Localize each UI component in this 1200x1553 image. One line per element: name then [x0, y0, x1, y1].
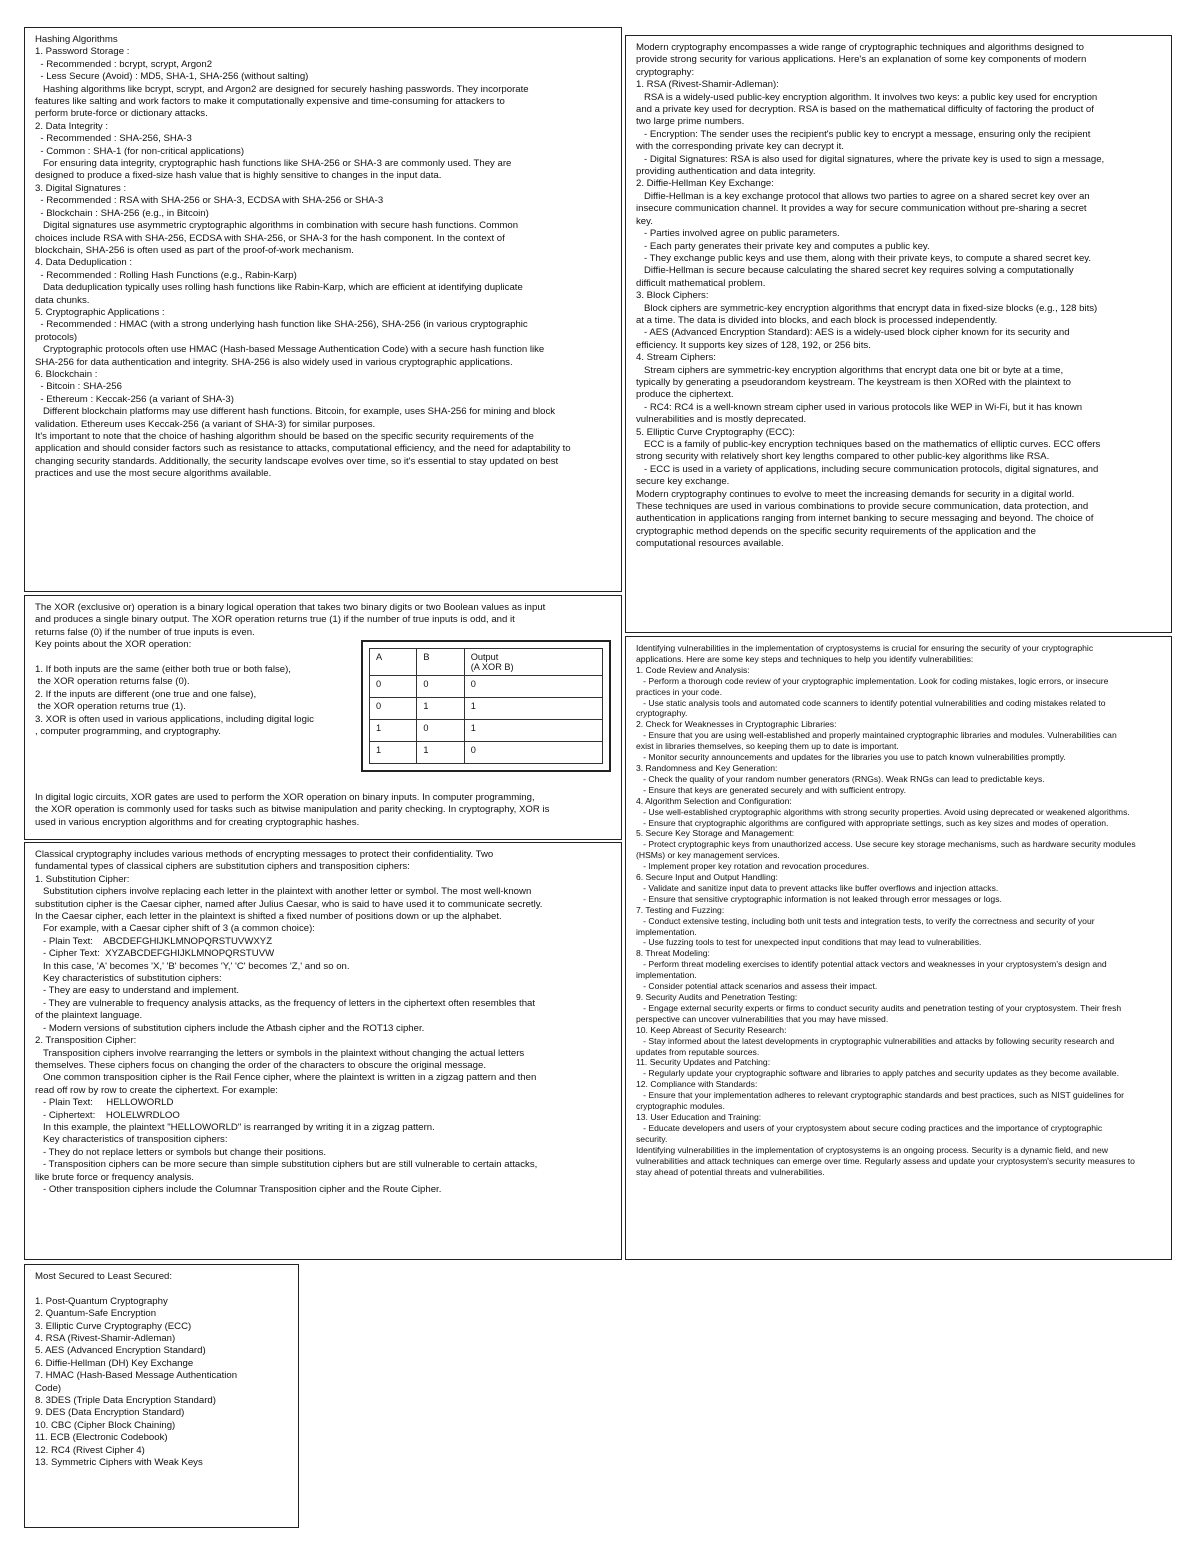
- text-line: - Recommended : HMAC (with a strong underlying hash function like SHA-256), SHA-256 (in various cryptographic: [35, 319, 528, 331]
- hashing-text: [35, 34, 611, 481]
- text-line: - Monitor security announcements and updates for the libraries you use to patch known vulnerabilities promptly.: [636, 752, 1066, 763]
- text-line: designed to produce a fixed-size hash value that is highly sensitive to changes in the input data.: [35, 170, 442, 182]
- text-line: 4. Data Deduplication :: [35, 257, 133, 269]
- text-line: Diffie-Hellman is secure because calculating the shared secret key requires solving a computationally: [636, 265, 1074, 277]
- text-line: Most Secured to Least Secured:: [35, 1271, 173, 1282]
- vulnerabilities-section: [625, 636, 1172, 1260]
- text-line: RSA is a widely-used public-key encryption algorithm. It involves two keys: a public key used for encryption: [636, 91, 1098, 103]
- text-line: secure key exchange.: [636, 476, 730, 488]
- text-line: Key points about the XOR operation:: [35, 639, 192, 651]
- text-line: and a private key used for decryption. RSA is based on the mathematical difficulty of factoring the product of: [636, 104, 1094, 116]
- text-line: Code): [35, 1382, 62, 1394]
- text-line: applications. Here are some key steps and techniques to help you identify vulnerabilities:: [636, 653, 974, 664]
- text-line: typically by generating a pseudorandom keystream. The keystream is then XORed with the plaintext to: [636, 376, 1071, 388]
- text-line: - Ensure that cryptographic algorithms are configured with appropriate settings, such as key sizes and modes of operation.: [636, 817, 1109, 828]
- text-line: returns false (0) if the number of true inputs is even.: [35, 626, 255, 638]
- xor-table-cell: 1: [417, 742, 464, 764]
- text-line: efficiency. It supports key sizes of 128, 192, or 256 bits.: [636, 339, 871, 351]
- text-line: - Consider potential attack scenarios and assess their impact.: [636, 981, 878, 992]
- text-line: [35, 1283, 288, 1295]
- xor-intro: [35, 602, 610, 627]
- text-line: Hashing Algorithms: [35, 34, 118, 45]
- text-line: substitution cipher is the Caesar cipher, named after Julius Caesar, who is said to have used it to communicate secretly.: [35, 898, 543, 910]
- text-line: cryptography:: [636, 66, 695, 78]
- text-line: - Stay informed about the latest developments in cryptographic vulnerabilities and attacks by following security research and: [636, 1035, 1115, 1046]
- text-line: - Less Secure (Avoid) : MD5, SHA-1, SHA-256 (without salting): [35, 71, 309, 83]
- text-line: Digital signatures use asymmetric cryptographic algorithms in combination with secure hash functions. Common: [35, 220, 519, 232]
- text-line: In this case, 'A' becomes 'X,' 'B' becomes 'Y,' 'C' becomes 'Z,' and so on.: [35, 960, 350, 972]
- text-line: used in various encryption algorithms and for creating cryptographic hashes.: [35, 816, 360, 828]
- text-line: 4. RSA (Rivest-Shamir-Adleman): [35, 1333, 176, 1345]
- text-line: - Educate developers and users of your cryptosystem about secure coding practices and the importance of cryptographic: [636, 1122, 1103, 1133]
- text-line: 6. Secure Input and Output Handling:: [636, 872, 778, 883]
- text-line: themselves. These ciphers focus on changing the order of the characters to obscure the original message.: [35, 1059, 486, 1071]
- text-line: validation. Ethereum uses Keccak-256 (a variant of SHA-3) for similar purposes.: [35, 418, 376, 430]
- text-line: 12. Compliance with Standards:: [636, 1079, 758, 1090]
- xor-table-cell: 0: [370, 676, 417, 698]
- text-line: providing authentication and data integrity.: [636, 166, 816, 178]
- text-line: 2. If the inputs are different (one true and one false),: [35, 688, 257, 700]
- text-line: - They are vulnerable to frequency analysis attacks, as the frequency of letters in the ciphertext often resembles that: [35, 997, 536, 1009]
- text-line: 5. Cryptographic Applications :: [35, 306, 165, 318]
- text-line: - Plain Text: ABCDEFGHIJKLMNOPQRSTUVWXYZ: [35, 935, 273, 947]
- xor-table-cell: 1: [370, 720, 417, 742]
- text-line: - Recommended : bcrypt, scrypt, Argon2: [35, 58, 213, 70]
- text-line: - Ensure that keys are generated securely and with sufficient entropy.: [636, 784, 907, 795]
- xor-table-cell: 1: [464, 698, 602, 720]
- text-line: vulnerabilities and attack techniques can emerge over time. Regularly assess and update your cryptosystem's security measures to: [636, 1155, 1135, 1166]
- text-line: 2. Transposition Cipher:: [35, 1035, 137, 1047]
- text-line: - Each party generates their private key and computes a public key.: [636, 240, 930, 252]
- text-line: 2. Diffie-Hellman Key Exchange:: [636, 178, 774, 190]
- text-line: at a time. The data is divided into blocks, and each block is processed independently.: [636, 314, 998, 326]
- text-line: - Implement proper key rotation and revocation procedures.: [636, 861, 870, 872]
- text-line: application and should consider factors such as resistance to attacks, computational efficiency, and the need for adaptability to: [35, 443, 571, 455]
- text-line: , computer programming, and cryptography.: [35, 726, 221, 738]
- xor-table-cell: 1: [464, 720, 602, 742]
- text-line: protocols): [35, 331, 78, 343]
- text-line: the XOR operation is commonly used for tasks such as bitwise manipulation and parity checking. In cryptography, XOR is: [35, 804, 550, 816]
- text-line: SHA-256 for data authentication and integrity. SHA-256 is also widely used in various cryptographic applications.: [35, 356, 513, 368]
- text-line: 9. Security Audits and Penetration Testing:: [636, 992, 798, 1002]
- text-line: 11. ECB (Electronic Codebook): [35, 1432, 168, 1444]
- security-ranking-section: [24, 1264, 299, 1528]
- text-line: Diffie-Hellman is a key exchange protocol that allows two parties to agree on a shared secret key over an: [636, 190, 1090, 202]
- xor-table-cell: 0: [464, 676, 602, 698]
- text-line: 1. Password Storage :: [35, 46, 130, 58]
- text-line: Stream ciphers are symmetric-key encryption algorithms that encrypt data one bit or byte at a time,: [636, 364, 1064, 376]
- xor-table-cell: 1: [370, 742, 417, 764]
- classical-text: [35, 849, 611, 1196]
- text-line: 3. Randomness and Key Generation:: [636, 762, 778, 773]
- text-line: 1. Code Review and Analysis:: [636, 664, 750, 675]
- text-line: - Plain Text: HELLOWORLD: [35, 1097, 174, 1109]
- text-line: cryptographic method depends on the specific security requirements of the application and the: [636, 525, 1036, 537]
- text-line: 1. Substitution Cipher:: [35, 873, 130, 885]
- xor-key-points: [35, 627, 355, 739]
- text-line: - They exchange public keys and use them, along with their private keys, to compute a shared secret key.: [636, 252, 1092, 264]
- text-line: - Protect cryptographic keys from unauthorized access. Use secure key storage mechanisms, such as hardware security modules: [636, 839, 1136, 850]
- text-line: 3. Elliptic Curve Cryptography (ECC): [35, 1320, 192, 1332]
- text-line: 1. RSA (Rivest-Shamir-Adleman):: [636, 79, 779, 91]
- text-line: - Ethereum : Keccak-256 (a variant of SHA-3): [35, 393, 234, 405]
- text-line: Classical cryptography includes various methods of encrypting messages to protect their confidentiality. Two: [35, 849, 494, 860]
- text-line: ECC is a family of public-key encryption techniques based on the mathematics of elliptic curves. ECC offers: [636, 439, 1101, 450]
- text-line: - Digital Signatures: RSA is also used for digital signatures, where the private key is used to sign a message,: [636, 153, 1105, 165]
- text-line: implementation.: [636, 926, 697, 937]
- text-line: 7. Testing and Fuzzing:: [636, 904, 725, 915]
- text-line: authentication in applications ranging from internet banking to secure messaging and beyond. The choice of: [636, 513, 1094, 525]
- text-line: - Engage external security experts or firms to conduct security audits and penetration testing of your cryptosystem. Their fresh: [636, 1002, 1122, 1013]
- text-line: blockchain, SHA-256 is often used as part of the proof-of-work mechanism.: [35, 244, 354, 256]
- text-line: the XOR operation returns false (0).: [35, 676, 190, 688]
- text-line: Modern cryptography encompasses a wide range of cryptographic techniques and algorithms designed to: [636, 42, 1084, 53]
- text-line: 3. XOR is often used in various applications, including digital logic: [35, 713, 314, 725]
- xor-table-cell: 0: [417, 676, 464, 698]
- text-line: - They do not replace letters or symbols but change their positions.: [35, 1146, 326, 1158]
- text-line: 8. 3DES (Triple Data Encryption Standard): [35, 1395, 216, 1407]
- classical-cryptography-section: [24, 842, 622, 1260]
- text-line: Identifying vulnerabilities in the implementation of cryptosystems is crucial for ensuring the security of your cryptographic: [636, 643, 1094, 653]
- modern-text: [636, 42, 1161, 551]
- text-line: exist in libraries themselves, so keeping them up to date is important.: [636, 741, 899, 752]
- text-line: Hashing algorithms like bcrypt, scrypt, and Argon2 are designed for securely hashing passwords. They incorporate: [35, 83, 529, 95]
- text-line: of the plaintext language.: [35, 1010, 143, 1022]
- xor-column-header: A: [370, 649, 417, 676]
- text-line: read off row by row to create the ciphertext. For example:: [35, 1084, 278, 1096]
- text-line: - Other transposition ciphers include the Columnar Transposition cipher and the Route Cipher.: [35, 1183, 442, 1195]
- text-line: changing security standards. Additionally, the security landscape evolves over time, so it's essential to stay updated on best: [35, 455, 559, 467]
- text-line: - Perform threat modeling exercises to identify potential attack vectors and weaknesses in your cryptosystem's design and: [636, 959, 1107, 970]
- hashing-algorithms-section: [24, 27, 622, 592]
- xor-table-cell: 0: [370, 698, 417, 720]
- text-line: - Encryption: The sender uses the recipient's public key to encrypt a message, ensuring only the recipient: [636, 128, 1091, 140]
- text-line: (HSMs) or key management services.: [636, 850, 780, 861]
- text-line: - They are easy to understand and implement.: [35, 985, 240, 997]
- text-line: - Modern versions of substitution ciphers include the Atbash cipher and the ROT13 cipher.: [35, 1022, 425, 1034]
- text-line: These techniques are used in various combinations to provide secure communication, data protection, and: [636, 501, 1089, 513]
- text-line: 7. HMAC (Hash-Based Message Authentication: [35, 1370, 238, 1382]
- text-line: - Ensure that you are using well-established and properly maintained cryptographic libraries and modules. Vulnerabilities can: [636, 730, 1117, 741]
- text-line: - Ciphertext: HOLELWRDLOO: [35, 1109, 180, 1121]
- xor-table-cell: 0: [464, 742, 602, 764]
- text-line: 6. Diffie-Hellman (DH) Key Exchange: [35, 1357, 194, 1369]
- text-line: - Ensure that sensitive cryptographic information is not leaked through error messages or logs.: [636, 893, 1002, 904]
- text-line: 5. Secure Key Storage and Management:: [636, 828, 795, 839]
- text-line: 13. Symmetric Ciphers with Weak Keys: [35, 1457, 203, 1469]
- text-line: 12. RC4 (Rivest Cipher 4): [35, 1444, 145, 1456]
- text-line: the XOR operation returns true (1).: [35, 701, 186, 713]
- text-line: two large prime numbers.: [636, 116, 745, 128]
- xor-section: [24, 595, 622, 840]
- text-line: 4. Stream Ciphers:: [636, 352, 716, 364]
- text-line: - Blockchain : SHA-256 (e.g., in Bitcoin): [35, 207, 209, 219]
- text-line: 11. Security Updates and Patching:: [636, 1057, 771, 1068]
- text-line: - RC4: RC4 is a well-known stream cipher used in various protocols like WEP in Wi-Fi, but it has known: [636, 401, 1083, 413]
- text-line: Key characteristics of transposition ciphers:: [35, 1134, 228, 1146]
- text-line: In digital logic circuits, XOR gates are used to perform the XOR operation on binary inputs. In computer programming,: [35, 792, 535, 803]
- text-line: perspective can uncover vulnerabilities that you may have missed.: [636, 1013, 889, 1024]
- modern-cryptography-section: [625, 35, 1172, 633]
- text-line: - Use fuzzing tools to test for unexpected input conditions that may lead to vulnerabilities.: [636, 937, 982, 948]
- text-line: - Perform a thorough code review of your cryptographic implementation. Look for coding mistakes, logic errors, or insecure: [636, 675, 1109, 686]
- text-line: implementation.: [636, 970, 697, 981]
- text-line: 3. Digital Signatures :: [35, 182, 127, 194]
- text-line: 1. If both inputs are the same (either both true or both false),: [35, 664, 291, 676]
- text-line: difficult mathematical problem.: [636, 277, 766, 289]
- text-line: like brute force or frequency analysis.: [35, 1171, 194, 1183]
- text-line: One common transposition cipher is the Rail Fence cipher, where the plaintext is written in a zigzag pattern and then: [35, 1072, 537, 1084]
- text-line: - Use well-established cryptographic algorithms with strong security properties. Avoid using deprecated or weakened algorithms.: [636, 806, 1130, 817]
- text-line: For ensuring data integrity, cryptographic hash functions like SHA-256 or SHA-3 are commonly used. They are: [35, 158, 512, 170]
- text-line: strong security with relatively short key lengths compared to other public-key algorithms like RSA.: [636, 451, 1050, 463]
- text-line: - Parties involved agree on public parameters.: [636, 228, 840, 240]
- xor-table-row: [370, 742, 603, 764]
- xor-truth-table: [361, 640, 611, 772]
- text-line: security.: [636, 1133, 668, 1144]
- text-line: Transposition ciphers involve rearranging the letters or symbols in the plaintext without changing the actual letters: [35, 1047, 525, 1059]
- vulnerabilities-text: [636, 643, 1161, 1177]
- text-line: fundamental types of classical ciphers are substitution ciphers and transposition ciphers:: [35, 861, 410, 873]
- text-line: produce the ciphertext.: [636, 389, 734, 401]
- text-line: practices in your code.: [636, 686, 722, 697]
- text-line: It's important to note that the choice of hashing algorithm should be based on the specific security requirements of the: [35, 431, 534, 442]
- text-line: - Ensure that your implementation adheres to relevant cryptographic standards and best practices, such as NIST guidelines for: [636, 1090, 1125, 1101]
- xor-table-row: [370, 720, 603, 742]
- text-line: 13. User Education and Training:: [636, 1111, 762, 1122]
- text-line: 5. Elliptic Curve Cryptography (ECC):: [636, 426, 795, 438]
- text-line: Data deduplication typically uses rolling hash functions like Rabin-Karp, which are efficient at identifying duplicate: [35, 282, 523, 294]
- text-line: 2. Quantum-Safe Encryption: [35, 1308, 157, 1320]
- xor-column-header: Output (A XOR B): [464, 649, 602, 676]
- text-line: The XOR (exclusive or) operation is a binary logical operation that takes two binary digits or two Boolean values as input: [35, 602, 546, 613]
- text-line: key.: [636, 215, 653, 227]
- text-line: insecure communication channel. It provides a way for secure communication without pre-sharing a secret: [636, 203, 1087, 215]
- text-line: - Check the quality of your random number generators (RNGs). Weak RNGs can lead to predictable keys.: [636, 773, 1045, 784]
- xor-table-header: [370, 649, 603, 676]
- text-line: - Use static analysis tools and automated code scanners to identify potential vulnerabilities and coding mistakes related to: [636, 697, 1106, 708]
- text-line: computational resources available.: [636, 538, 784, 550]
- text-line: 1. Post-Quantum Cryptography: [35, 1295, 168, 1307]
- xor-column-header: B: [417, 649, 464, 676]
- text-line: 2. Check for Weaknesses in Cryptographic Libraries:: [636, 719, 837, 730]
- text-line: - Bitcoin : SHA-256: [35, 381, 122, 393]
- text-line: data chunks.: [35, 294, 90, 306]
- text-line: - Transposition ciphers can be more secure than simple substitution ciphers but are still vulnerable to certain attacks,: [35, 1159, 538, 1171]
- text-line: Modern cryptography continues to evolve to meet the increasing demands for security in a digital world.: [636, 488, 1075, 500]
- text-line: - ECC is used in a variety of applications, including secure communication protocols, digital signatures, and: [636, 463, 1099, 475]
- text-line: with the corresponding private key can decrypt it.: [636, 141, 844, 153]
- text-line: 10. CBC (Cipher Block Chaining): [35, 1419, 176, 1431]
- text-line: - Recommended : Rolling Hash Functions (e.g., Rabin-Karp): [35, 269, 297, 281]
- text-line: - AES (Advanced Encryption Standard): AES is a widely-used block cipher known for its security and: [636, 327, 1070, 339]
- text-line: - Common : SHA-1 (for non-critical applications): [35, 145, 245, 157]
- text-line: choices include RSA with SHA-256, ECDSA with SHA-256, or SHA-3 for the hash component. In the context of: [35, 232, 505, 244]
- text-line: In the Caesar cipher, each letter in the plaintext is shifted a fixed number of positions down or up the alphabet.: [35, 911, 502, 923]
- text-line: 8. Threat Modeling:: [636, 948, 710, 959]
- text-line: Identifying vulnerabilities in the implementation of cryptosystems is an ongoing process. Security is a dynamic field, and new: [636, 1144, 1108, 1155]
- text-line: perform brute-force or dictionary attacks.: [35, 108, 208, 120]
- text-line: - Conduct extensive testing, including both unit tests and integration tests, to verify the correctness and security of your: [636, 915, 1095, 926]
- ranking-text: [35, 1271, 288, 1470]
- xor-table-cell: 1: [417, 698, 464, 720]
- text-line: - Recommended : SHA-256, SHA-3: [35, 133, 192, 145]
- text-line: [35, 652, 355, 664]
- text-line: stay ahead of potential threats and vulnerabilities.: [636, 1166, 825, 1177]
- text-line: - Cipher Text: XYZABCDEFGHIJKLMNOPQRSTUVW: [35, 948, 275, 960]
- text-line: cryptography.: [636, 708, 688, 719]
- text-line: 6. Blockchain :: [35, 368, 98, 380]
- text-line: 5. AES (Advanced Encryption Standard): [35, 1345, 206, 1357]
- text-line: In this example, the plaintext "HELLOWORLD" is rearranged by writing it in a zigzag pattern.: [35, 1121, 435, 1133]
- xor-table-row: [370, 676, 603, 698]
- text-line: - Regularly update your cryptographic software and libraries to apply patches and security updates as they become available.: [636, 1068, 1119, 1079]
- xor-table-row: [370, 698, 603, 720]
- xor-table-cell: 0: [417, 720, 464, 742]
- text-line: vulnerabilities and is mostly deprecated.: [636, 414, 807, 426]
- text-line: updates from reputable sources.: [636, 1046, 760, 1057]
- text-line: 10. Keep Abreast of Security Research:: [636, 1024, 787, 1035]
- text-line: 2. Data Integrity :: [35, 120, 109, 132]
- text-line: - Recommended : RSA with SHA-256 or SHA-3, ECDSA with SHA-256 or SHA-3: [35, 195, 384, 207]
- text-line: practices and use the most secure algorithms available.: [35, 468, 272, 480]
- text-line: and produces a single binary output. The XOR operation returns true (1) if the number of true inputs is odd, and it: [35, 614, 515, 626]
- xor-outro: [35, 792, 610, 829]
- text-line: Key characteristics of substitution ciphers:: [35, 973, 222, 985]
- text-line: Different blockchain platforms may use different hash functions. Bitcoin, for example, uses SHA-256 for mining and block: [35, 406, 556, 418]
- text-line: Block ciphers are symmetric-key encryption algorithms that encrypt data in fixed-size blocks (e.g., 128 bits): [636, 302, 1098, 314]
- text-line: 3. Block Ciphers:: [636, 290, 709, 302]
- text-line: features like salting and work factors to make it computationally expensive and time-consuming for attackers to: [35, 96, 505, 108]
- text-line: - Validate and sanitize input data to prevent attacks like buffer overflows and injection attacks.: [636, 882, 999, 893]
- text-line: 9. DES (Data Encryption Standard): [35, 1407, 185, 1419]
- text-line: Substitution ciphers involve replacing each letter in the plaintext with another letter or symbol. The most well-known: [35, 886, 532, 898]
- text-line: Cryptographic protocols often use HMAC (Hash-based Message Authentication Code) with a secure hash function like: [35, 344, 545, 356]
- text-line: For example, with a Caesar cipher shift of 3 (a common choice):: [35, 923, 315, 935]
- text-line: 4. Algorithm Selection and Configuration:: [636, 795, 792, 806]
- text-line: cryptographic modules.: [636, 1101, 725, 1112]
- text-line: provide strong security for various applications. Here's an explanation of some key components of modern: [636, 54, 1087, 66]
